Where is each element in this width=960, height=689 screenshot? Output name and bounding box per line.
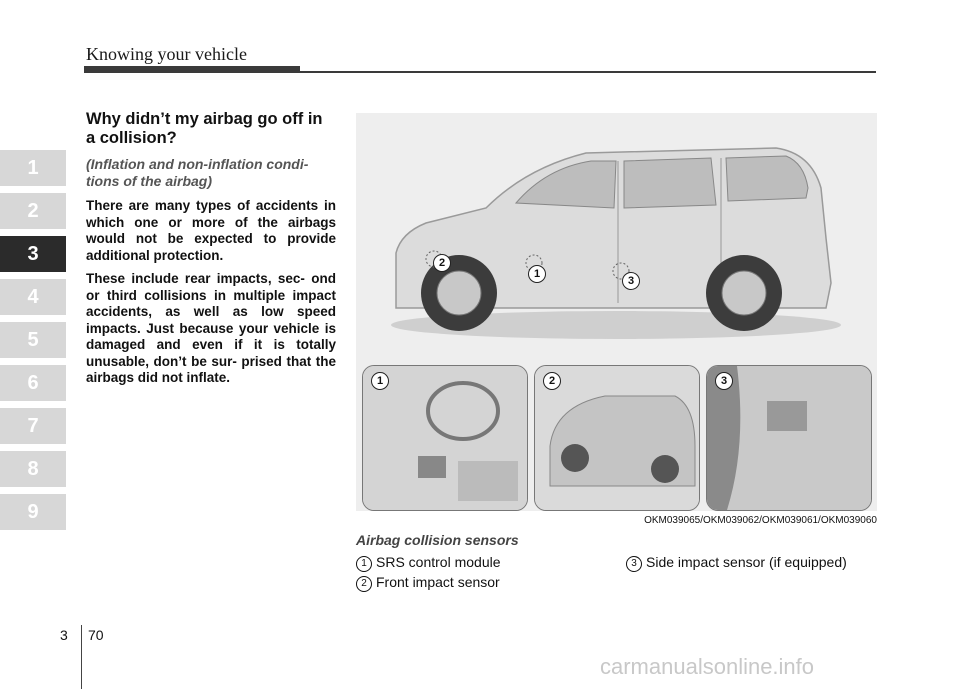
suv-side-view-icon bbox=[356, 113, 877, 363]
thumb-front-sensor bbox=[534, 365, 700, 511]
callout-1: 1 bbox=[528, 265, 546, 283]
paragraph-1: There are many types of accidents in which one or more of the airbags would not be expected to provide additional protection. bbox=[86, 198, 336, 263]
header-rule bbox=[84, 71, 876, 73]
callout-2: 2 bbox=[433, 254, 451, 272]
thumb-number-2: 2 bbox=[543, 372, 561, 390]
chapter-tab-3[interactable]: 3 bbox=[0, 236, 66, 272]
watermark: carmanualsonline.info bbox=[600, 654, 815, 679]
thumb-number-3: 3 bbox=[715, 372, 733, 390]
chapter-tab-9[interactable]: 9 bbox=[0, 494, 66, 530]
header-title: Knowing your vehicle bbox=[86, 44, 247, 64]
figure-caption: Airbag collision sensors bbox=[356, 532, 519, 548]
sensor-detail-thumbnails bbox=[356, 363, 877, 511]
chapter-tab-2[interactable]: 2 bbox=[0, 193, 66, 229]
chapter-tab-7[interactable]: 7 bbox=[0, 408, 66, 444]
chapter-tab-6[interactable]: 6 bbox=[0, 365, 66, 401]
figure-code: OKM039065/OKM039062/OKM039061/OKM039060 bbox=[644, 515, 877, 526]
legend-label: Side impact sensor (if equipped) bbox=[646, 554, 847, 570]
section-subheading: (Inflation and non-inflation condi- tions of the airbag) bbox=[86, 156, 309, 189]
chapter-tab-4[interactable]: 4 bbox=[0, 279, 66, 315]
thumb-side-sensor bbox=[706, 365, 872, 511]
legend-label: SRS control module bbox=[376, 554, 501, 570]
thumb-srs-module bbox=[362, 365, 528, 511]
legend-number: 1 bbox=[356, 556, 372, 572]
chapter-tabs bbox=[0, 150, 66, 537]
paragraph-2: These include rear impacts, sec- ond or third collisions in multiple impact accidents, as well as low speed impacts. Just because your vehicle is damaged and even if it is totally unusable, don’t be sur- prised that the airbags did not inflate. bbox=[86, 271, 336, 385]
legend-item-1 bbox=[356, 554, 501, 572]
chapter-tab-1[interactable]: 1 bbox=[0, 150, 66, 186]
interior-cabin-icon bbox=[363, 366, 527, 510]
footer-page-number: 70 bbox=[88, 627, 104, 643]
body-text bbox=[86, 110, 336, 394]
legend-item-3 bbox=[626, 554, 847, 572]
vehicle-illustration bbox=[356, 113, 877, 363]
footer-divider bbox=[81, 625, 82, 689]
chapter-tab-8[interactable]: 8 bbox=[0, 451, 66, 487]
callout-3: 3 bbox=[622, 272, 640, 290]
legend-label: Front impact sensor bbox=[376, 574, 500, 590]
footer-section-number: 3 bbox=[60, 627, 68, 643]
legend-number: 2 bbox=[356, 576, 372, 592]
legend-number: 3 bbox=[626, 556, 642, 572]
front-bumper-icon bbox=[535, 366, 699, 510]
legend-item-2 bbox=[356, 574, 500, 592]
chapter-tab-5[interactable]: 5 bbox=[0, 322, 66, 358]
door-pillar-icon bbox=[707, 366, 871, 510]
thumb-number-1: 1 bbox=[371, 372, 389, 390]
section-heading: Why didn’t my airbag go off in a collision? bbox=[86, 110, 323, 147]
